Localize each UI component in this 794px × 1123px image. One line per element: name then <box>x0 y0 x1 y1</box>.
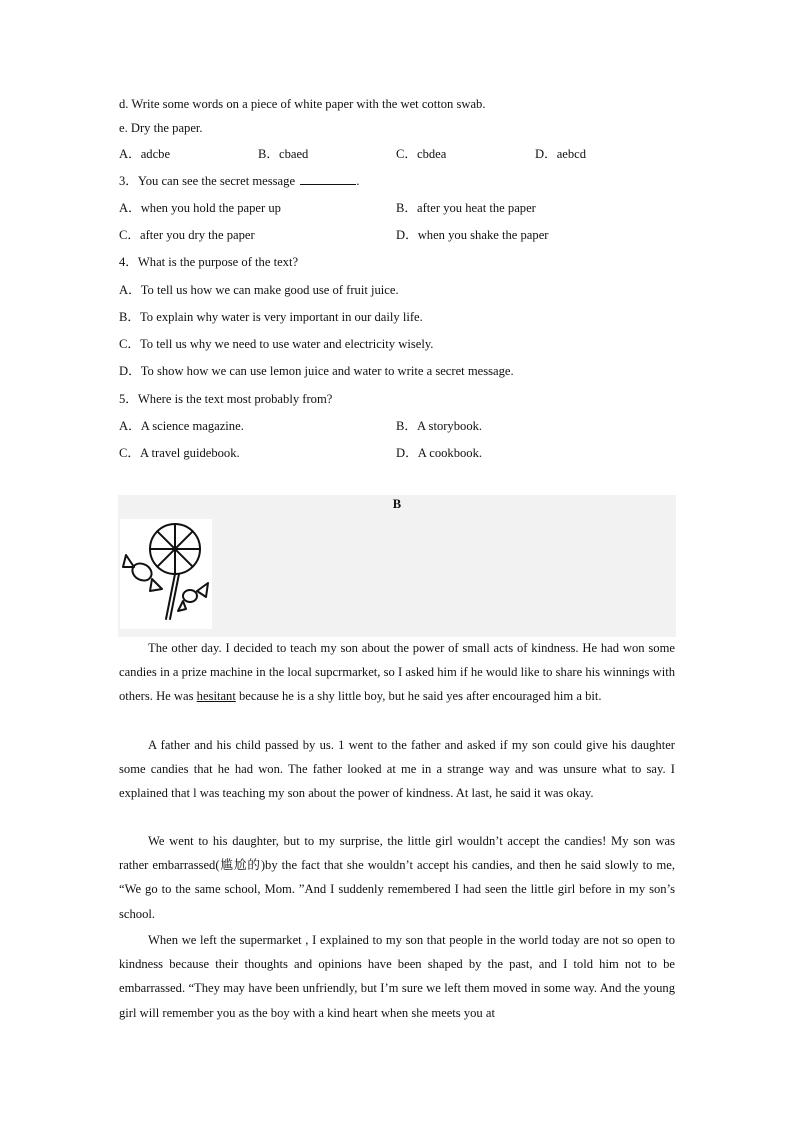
q4-question: 4．What is the purpose of the text? <box>119 255 299 269</box>
step-e: e. Dry the paper. <box>119 121 203 135</box>
q3-prefix: 3．You can see the secret message <box>119 174 296 188</box>
passage-text: The other day. I decided to teach my son about the power of small acts of kindness. He had won some candies in a prize machine in the local supcrmarket, so I asked him if he would like to share his winnings with others. He was <box>119 641 675 704</box>
passage-paragraph-2 <box>119 733 675 806</box>
passage-paragraph-3 <box>119 829 675 926</box>
q5-option-b: B．A storybook. <box>396 419 483 433</box>
q3-option-b: B．after you heat the paper <box>396 201 536 215</box>
passage-text: because he is a shy little boy, but he said yes after encouraged him a bit. <box>235 689 602 704</box>
section-label: B <box>392 497 402 511</box>
candy-lollipop-illustration <box>120 519 212 629</box>
q3-option-c: C．after you dry the paper <box>119 228 255 242</box>
underlined-word: hesitant <box>196 689 236 704</box>
q4-option-a: A．To tell us how we can make good use of fruit juice. <box>119 283 399 297</box>
candy-icon <box>120 519 212 629</box>
passage-text: We went to his daughter, but to my surprise, the little girl wouldn’t accept the candies! My son was rather embarrassed(尴尬的)by the fact that she wouldn’t accept his candies, and then he said slowly to me, “We go to the same school, Mom. ”And I suddenly remembered I had seen the little girl before in my son’s school. <box>119 834 675 921</box>
q4-option-b: B．To explain why water is very important in our daily life. <box>119 310 423 324</box>
q3-question <box>119 173 359 189</box>
q3-option-d: D．when you shake the paper <box>396 228 549 242</box>
q3-suffix: . <box>356 174 360 188</box>
passage-paragraph-4 <box>119 928 675 1025</box>
section-b-header <box>118 495 676 637</box>
passage-text: A father and his child passed by us. 1 went to the father and asked if my son could give his daughter some candies that he had won. The father looked at me in a strange way and was unsure what to say. I explained that l was teaching my son about the power of kindness. At last, he said it was okay. <box>119 738 675 801</box>
q2-option-b: B．cbaed <box>258 147 309 161</box>
q2-option-d: D．aebcd <box>535 147 587 161</box>
answer-blank <box>300 173 356 185</box>
q3-option-a: A．when you hold the paper up <box>119 201 281 215</box>
q5-option-d: D．A cookbook. <box>396 446 483 460</box>
step-d: d. Write some words on a piece of white paper with the wet cotton swab. <box>119 97 486 111</box>
q5-option-a: A．A science magazine. <box>119 419 244 433</box>
q4-option-d: D．To show how we can use lemon juice and water to write a secret message. <box>119 364 514 378</box>
q2-option-c: C．cbdea <box>396 147 447 161</box>
q5-option-c: C．A travel guidebook. <box>119 446 240 460</box>
passage-paragraph-1 <box>119 636 675 709</box>
q2-option-a: A．adcbe <box>119 147 171 161</box>
q5-question: 5．Where is the text most probably from? <box>119 392 333 406</box>
passage-text: When we left the supermarket , I explained to my son that people in the world today are not so open to kindness because their thoughts and opinions have been shaped by the past, and I told him not to be embarrassed. “They may have been unfriendly, but I’m sure we left them moved in some way. And the young girl will remember you as the boy with a kind heart when she meets you at <box>119 933 675 1020</box>
q4-option-c: C．To tell us why we need to use water and electricity wisely. <box>119 337 434 351</box>
